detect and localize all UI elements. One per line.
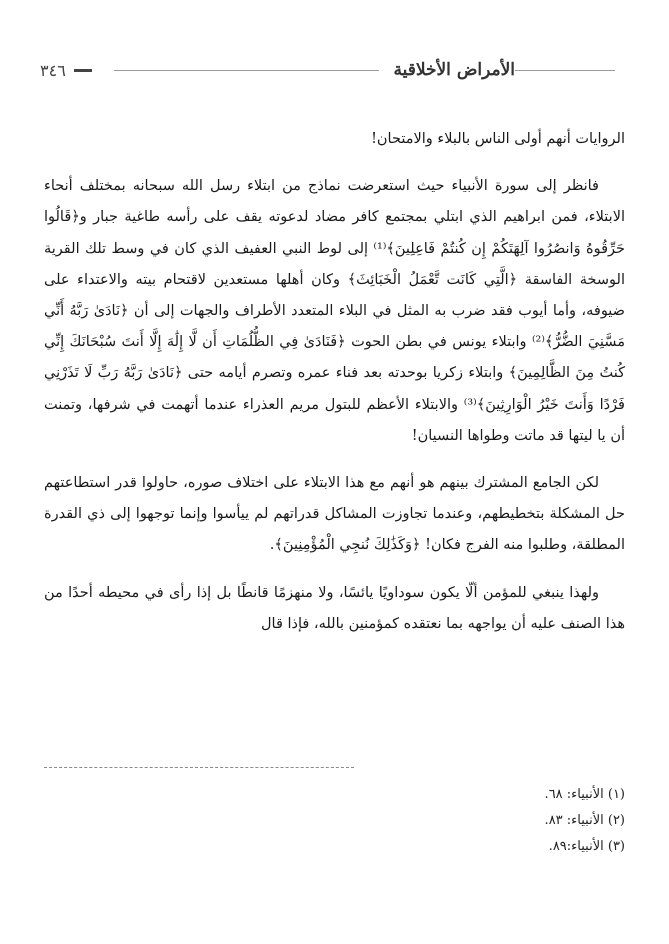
running-header: [40, 58, 629, 82]
footnote-1: (١) الأنبياء: ٦٨.: [544, 787, 625, 802]
paragraph-4: ولهذا ينبغي للمؤمن ألّا يكون سوداويًا يائسًا، ولا منهزمًا قانطًا بل إذا رأى في محيطه أحدًا من هذا الصنف عليه أن يواجهه بما نعتقده كمؤمنين بالله، فإذا قال: [44, 584, 625, 632]
paragraph-3: لكن الجامع المشترك بينهم هو أنهم مع هذا الابتلاء على اختلاف صوره، حاولوا قدر استطاعتهم حل المشكلة بتخطيطهم، وعندما تجاوزت المشاكل قدراتهم لم ييأسوا وإنما توجهوا إلى ذي القدرة المطلقة، وطلبوا منه الفرج فكان! ﴿وَكَذَٰلِكَ نُنجِي الْمُؤْمِنِينَ﴾.: [44, 475, 625, 554]
footnote-2: (٢) الأنبياء: ٨٣.: [544, 813, 625, 828]
header-dash: [74, 69, 92, 72]
header-rule-right: [515, 70, 615, 71]
header-rule: [114, 70, 380, 71]
body-text: [44, 124, 625, 640]
page-number: ٣٤٦: [40, 60, 66, 80]
paragraph-2: فانظر إلى سورة الأنبياء حيث استعرضت نماذج من ابتلاء رسل الله سبحانه بمختلف أنحاء الابتلاء، فمن ابراهيم الذي ابتلي بمجتمع كافر مضاد لدعوته يقف على رأسه طاغية جبار و﴿قَالُوا حَرِّقُوهُ وَانصُرُوا آلِهَتَكُمْ إِن كُنتُمْ فَاعِلِينَ﴾⁽¹⁾ إلى لوط النبي العفيف الذي كان في وسط تلك القرية الوسخة الفاسقة ﴿الَّتِي كَانَت تَّعْمَلُ الْخَبَائِثَ﴾ وكان أهلها مستعدين لاقتحام بيته والاعتداء على ضيوفه، وأما أيوب فقد ضرب به المثل في البلاء المتعدد الأطراف والجهات إلى أن ﴿نَادَىٰ رَبَّهُ أَنِّي مَسَّنِيَ الضُّرُّ﴾⁽²⁾ وابتلاء يونس في بطن الحوت ﴿فَنَادَىٰ فِي الظُّلُمَاتِ أَن لَّا إِلَٰهَ إِلَّا أَنتَ سُبْحَانَكَ إِنِّي كُنتُ مِنَ الظَّالِمِينَ﴾ وابتلاء زكريا بوحدته بعد فناء عمره وتصرم أيامه حتى ﴿نَادَىٰ رَبَّهُ رَبِّ لَا تَذَرْنِي فَرْدًا وَأَنتَ خَيْرُ الْوَارِثِينَ﴾⁽³⁾ والابتلاء الأعظم للبتول مريم العذراء عندما أتهمت في شرفها، وتمنت أن يا ليتها قد ماتت وطواها النسيان!: [44, 178, 625, 444]
footnotes: [44, 782, 625, 860]
footnote-3: (٣) الأنبياء:٨٩.: [548, 839, 625, 854]
chapter-title: الأمراض الأخلاقية: [393, 60, 515, 80]
paragraph-1: الروايات أنهم أولى الناس بالبلاء والامتحان!: [371, 131, 625, 147]
footnote-separator: [44, 767, 354, 768]
